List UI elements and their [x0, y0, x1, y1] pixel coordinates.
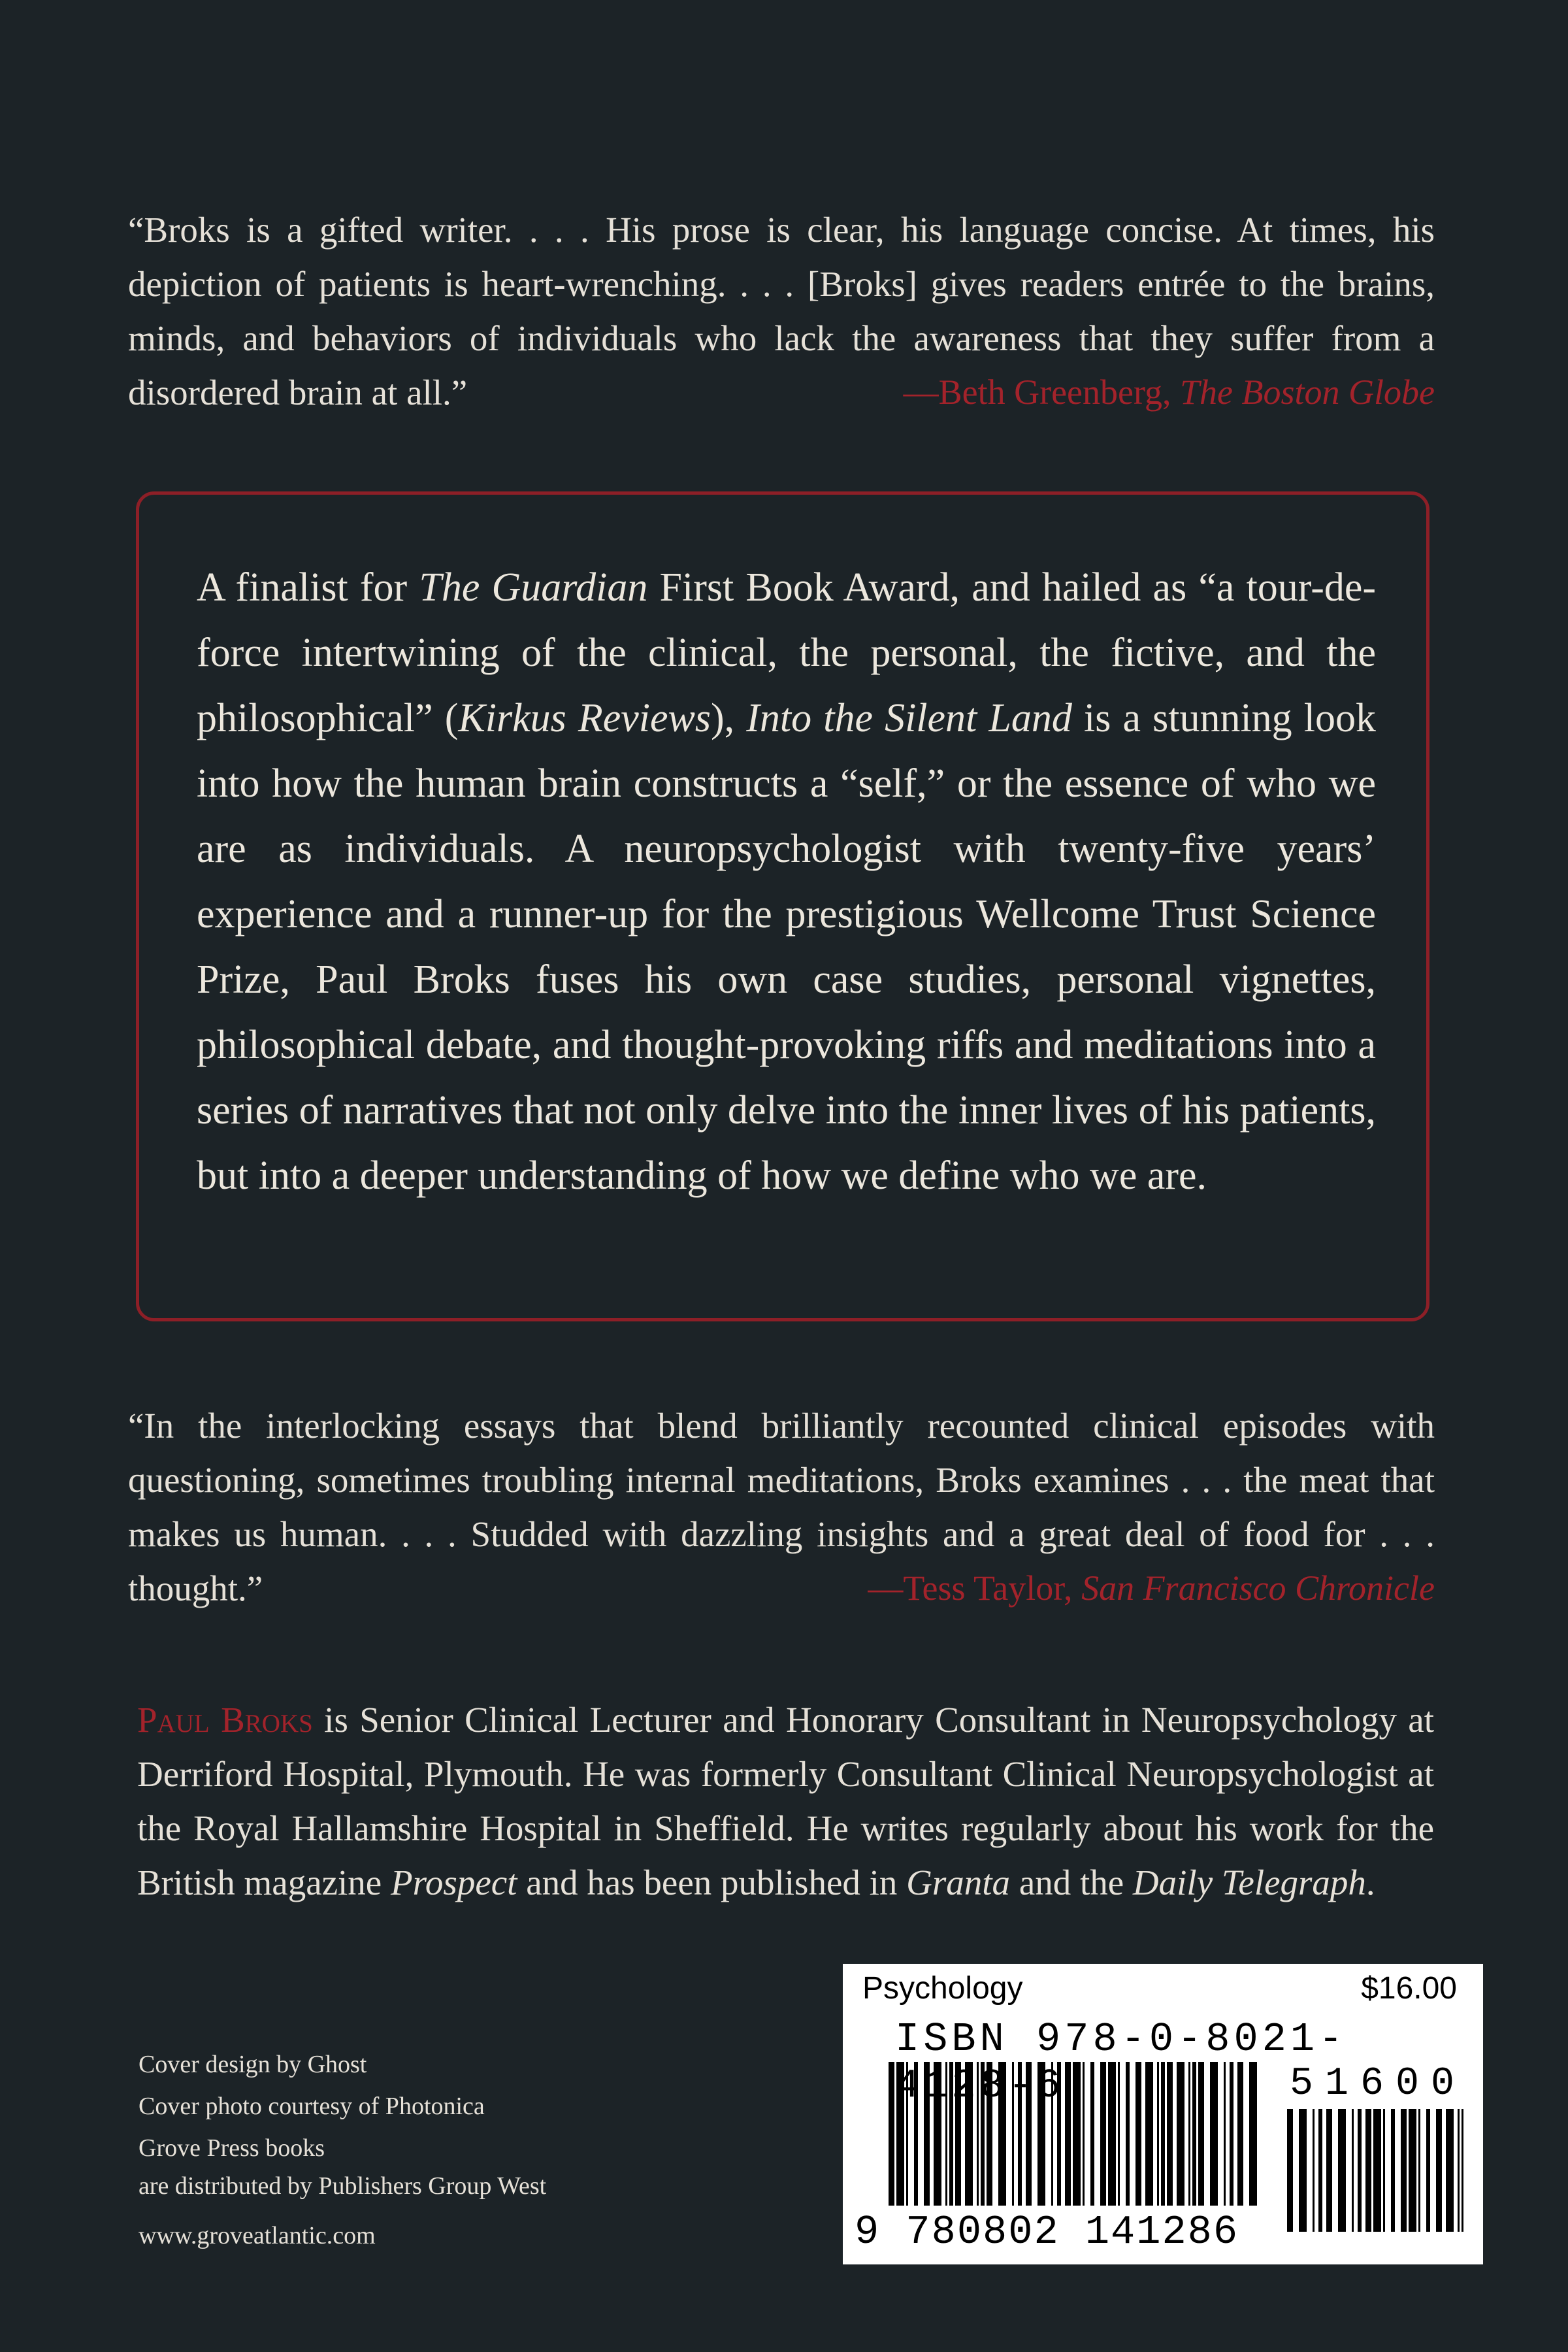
distributor-line: are distributed by Publishers Group West — [139, 2172, 547, 2200]
quote-attribution — [904, 365, 1435, 420]
cover-photo-credit: Cover photo courtesy of Photonica — [139, 2093, 485, 2120]
quote-text: “Broks is a gifted writer. . . . His prose is clear, his language concise. At times, his depiction of patients is heart-wrenching. . . . [Broks] gives readers entrée to the brains, minds, and behaviors of individuals who lack the awareness that they suffer from a disordered brain at all.” — [128, 210, 1435, 412]
cover-design-credit: Cover design by Ghost — [139, 2051, 367, 2078]
barcode-price: $16.00 — [1361, 1971, 1457, 2006]
website-link[interactable]: www.groveatlantic.com — [139, 2222, 376, 2249]
barcode-addon-digits: 51600 — [1290, 2062, 1467, 2106]
attribution-name: —Tess Taylor, — [868, 1568, 1082, 1608]
publisher-line: Grove Press books — [139, 2134, 325, 2162]
barcode-isbn: ISBN 978-0-8021-4128-6 — [895, 2016, 1347, 2109]
barcode-label — [843, 1964, 1483, 2264]
barcode-digits: 9 780802 141286 — [855, 2209, 1239, 2255]
review-quote-sf-chronicle — [128, 1399, 1435, 1615]
attribution-name: —Beth Greenberg, — [903, 373, 1181, 412]
quote-text: “In the interlocking essays that blend brilliantly recounted clinical episodes with questioning, sometimes troubling internal meditations, Broks examines . . . the meat that makes us human. . . . Studded with dazzling insights and a great deal of food for . . . thought.” — [128, 1406, 1435, 1608]
description-box — [136, 491, 1429, 1321]
attribution-source: San Francisco Chronicle — [1081, 1568, 1435, 1608]
review-quote-boston-globe — [128, 203, 1435, 420]
author-bio: Paul Broks is Senior Clinical Lecturer and Honorary Consultant in Neuropsychology at Derriford Hospital, Plymouth. He was formerly Consultant Clinical Neuropsychologist at the Royal Hallamshire Hospital in Sheffield. He writes regularly about his work for the British magazine Prospect and has been published in Granta and the Daily Telegraph. — [137, 1700, 1434, 1902]
barcode-category: Psychology — [862, 1971, 1023, 2006]
description-text: A finalist for The Guardian First Book Award, and hailed as “a tour-de-force intertwining of the clinical, the personal, the fictive, and the philosophical” (Kirkus Reviews), Into the Silent Land is a stunning look into how the human brain constructs a “self,” or the essence of who we are as individuals. A neuropsychologist with twenty-five years’ experience and a runner-up for the prestigious Wellcome Trust Science Prize, Paul Broks fuses his own case studies, personal vignettes, philosophical debate, and thought-provoking riffs and meditations into a series of narratives that not only delve into the inner lives of his patients, but into a deeper understanding of how we define who we are. — [197, 565, 1377, 1198]
quote-attribution — [868, 1561, 1435, 1615]
attribution-source: The Boston Globe — [1180, 373, 1435, 412]
credits — [139, 2046, 674, 2255]
author-name: Paul Broks — [137, 1700, 313, 1740]
